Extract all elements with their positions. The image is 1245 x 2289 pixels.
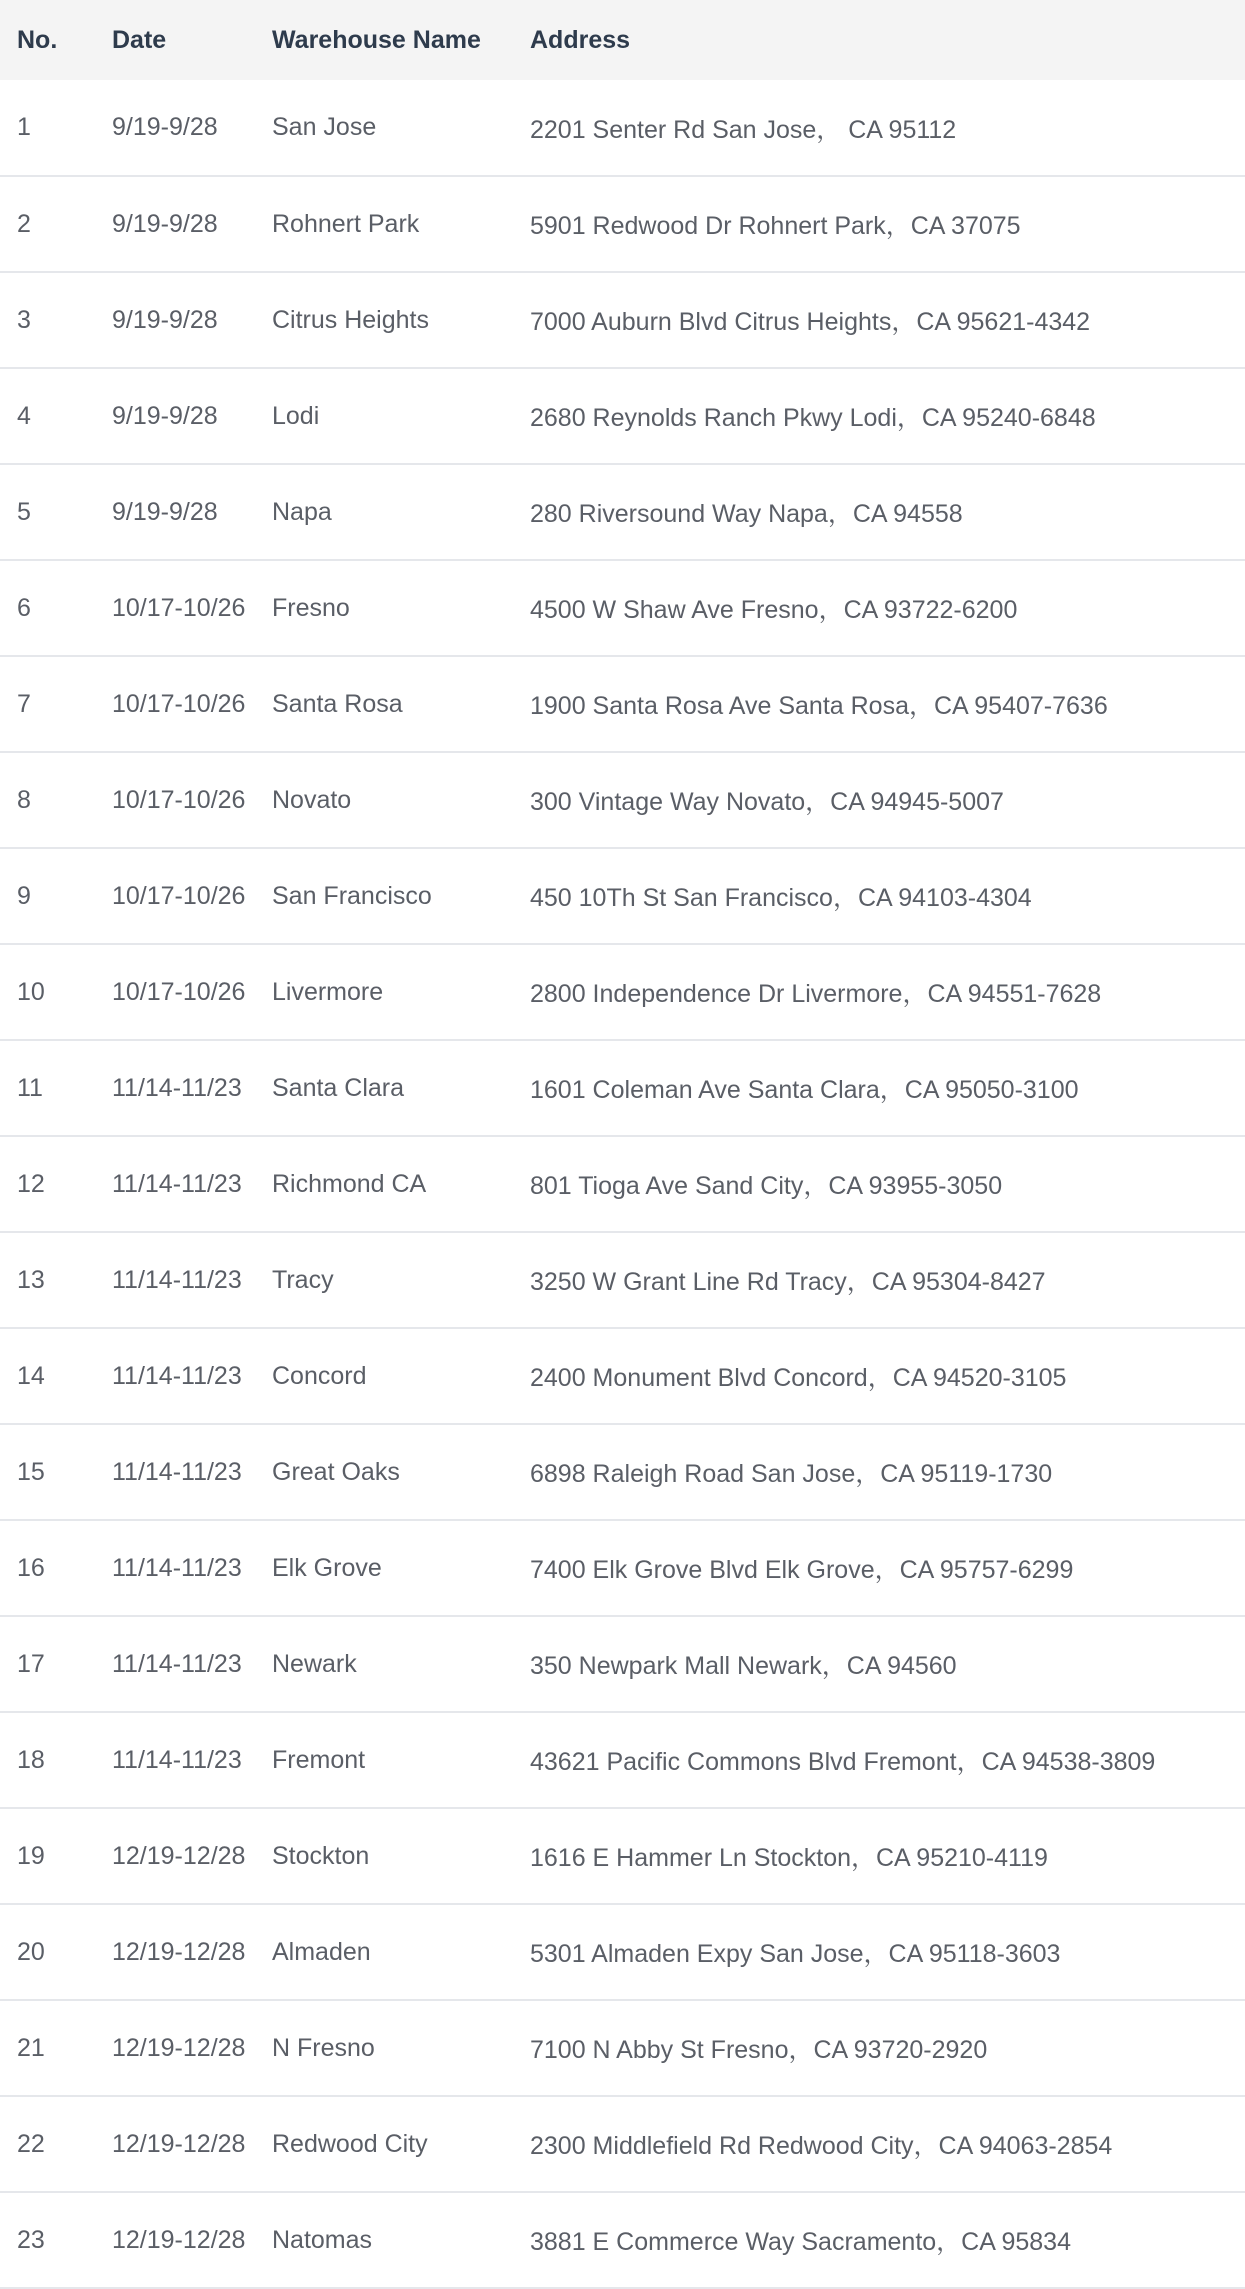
table-row <box>0 1232 1245 1328</box>
cell-warehouse-name: Lodi <box>272 401 320 430</box>
cell-address: 4500 W Shaw Ave Fresno，CA 93722-6200 <box>530 596 1018 624</box>
cell-address: 6898 Raleigh Road San Jose，CA 95119-1730 <box>530 1460 1053 1488</box>
table-row <box>0 2000 1245 2096</box>
cell-warehouse-name: Rohnert Park <box>272 209 420 238</box>
header-row <box>0 0 1245 80</box>
cell-no: 2 <box>17 209 31 238</box>
cell-date: 11/14-11/23 <box>112 1073 242 1102</box>
cell-no: 5 <box>17 497 31 526</box>
cell-address: 1616 E Hammer Ln Stockton，CA 95210-4119 <box>530 1844 1048 1872</box>
table-row <box>0 1040 1245 1136</box>
table-row <box>0 272 1245 368</box>
cell-warehouse-name: Fresno <box>272 593 350 622</box>
cell-date: 12/19-12/28 <box>112 2033 246 2062</box>
cell-date: 11/14-11/23 <box>112 1553 242 1582</box>
cell-warehouse-name: San Francisco <box>272 881 432 910</box>
cell-warehouse-name: Almaden <box>272 1937 371 1966</box>
cell-address: 7100 N Abby St Fresno，CA 93720-2920 <box>530 2036 988 2064</box>
cell-address: 5301 Almaden Expy San Jose，CA 95118-3603 <box>530 1940 1061 1968</box>
table-row <box>0 2192 1245 2288</box>
table-body <box>0 80 1245 2288</box>
table-row <box>0 1424 1245 1520</box>
cell-date: 9/19-9/28 <box>112 209 218 238</box>
table-row <box>0 752 1245 848</box>
cell-date: 10/17-10/26 <box>112 593 246 622</box>
table-row <box>0 464 1245 560</box>
cell-date: 12/19-12/28 <box>112 1937 246 1966</box>
cell-date: 12/19-12/28 <box>112 2225 246 2254</box>
cell-no: 9 <box>17 881 31 910</box>
cell-no: 1 <box>17 113 31 141</box>
cell-address: 43621 Pacific Commons Blvd Fremont，CA 94538-3809 <box>530 1748 1156 1776</box>
cell-warehouse-name: Napa <box>272 497 332 526</box>
cell-no: 8 <box>17 785 31 814</box>
cell-no: 6 <box>17 593 31 622</box>
table-row <box>0 944 1245 1040</box>
header-warehouse-name: Warehouse Name <box>272 25 481 54</box>
cell-address: 801 Tioga Ave Sand City，CA 93955-3050 <box>530 1172 1003 1200</box>
table-row <box>0 1712 1245 1808</box>
cell-date: 10/17-10/26 <box>112 785 246 814</box>
cell-address: 2680 Reynolds Ranch Pkwy Lodi，CA 95240-6848 <box>530 404 1096 432</box>
cell-address: 350 Newpark Mall Newark，CA 94560 <box>530 1652 957 1680</box>
table-row <box>0 560 1245 656</box>
cell-warehouse-name: Tracy <box>272 1265 334 1294</box>
cell-date: 11/14-11/23 <box>112 1361 242 1390</box>
cell-warehouse-name: Fremont <box>272 1745 366 1774</box>
cell-warehouse-name: N Fresno <box>272 2033 375 2062</box>
table-row <box>0 1328 1245 1424</box>
cell-address: 2400 Monument Blvd Concord，CA 94520-3105 <box>530 1364 1067 1392</box>
cell-warehouse-name: Stockton <box>272 1841 370 1870</box>
cell-warehouse-name: Great Oaks <box>272 1457 400 1486</box>
cell-warehouse-name: Santa Clara <box>272 1073 405 1102</box>
cell-no: 13 <box>17 1265 45 1294</box>
cell-no: 4 <box>17 401 31 430</box>
cell-address: 3881 E Commerce Way Sacramento，CA 95834 <box>530 2228 1071 2256</box>
cell-address: 1900 Santa Rosa Ave Santa Rosa，CA 95407-7636 <box>530 692 1108 720</box>
cell-address: 280 Riversound Way Napa，CA 94558 <box>530 500 963 528</box>
cell-address: 1601 Coleman Ave Santa Clara，CA 95050-3100 <box>530 1076 1079 1104</box>
cell-address: 7400 Elk Grove Blvd Elk Grove，CA 95757-6299 <box>530 1556 1074 1584</box>
cell-date: 12/19-12/28 <box>112 1841 246 1870</box>
cell-address: 5901 Redwood Dr Rohnert Park，CA 37075 <box>530 212 1021 240</box>
cell-address: 7000 Auburn Blvd Citrus Heights，CA 95621-4342 <box>530 308 1091 336</box>
table-row <box>0 80 1245 176</box>
cell-date: 9/19-9/28 <box>112 497 218 526</box>
cell-warehouse-name: Citrus Heights <box>272 305 429 334</box>
cell-no: 22 <box>17 2129 45 2158</box>
cell-no: 16 <box>17 1553 45 1582</box>
cell-no: 18 <box>17 1745 45 1774</box>
cell-address: 3250 W Grant Line Rd Tracy，CA 95304-8427 <box>530 1268 1046 1296</box>
cell-no: 12 <box>17 1169 45 1198</box>
header-date: Date <box>112 25 167 54</box>
table-row <box>0 1136 1245 1232</box>
cell-no: 19 <box>17 1841 45 1870</box>
cell-date: 12/19-12/28 <box>112 2129 246 2158</box>
table-row <box>0 848 1245 944</box>
cell-date: 9/19-9/28 <box>112 401 218 430</box>
cell-date: 10/17-10/26 <box>112 689 246 718</box>
cell-warehouse-name: Concord <box>272 1361 367 1390</box>
cell-warehouse-name: Natomas <box>272 2225 373 2254</box>
cell-no: 21 <box>17 2033 45 2062</box>
cell-address: 2800 Independence Dr Livermore，CA 94551-7628 <box>530 980 1102 1008</box>
header-address: Address <box>530 25 631 54</box>
cell-date: 11/14-11/23 <box>112 1265 242 1294</box>
cell-no: 7 <box>17 689 31 718</box>
table-row <box>0 656 1245 752</box>
cell-address: 300 Vintage Way Novato，CA 94945-5007 <box>530 788 1004 816</box>
cell-warehouse-name: Redwood City <box>272 2129 428 2158</box>
cell-warehouse-name: Santa Rosa <box>272 689 403 718</box>
cell-no: 14 <box>17 1361 45 1390</box>
cell-no: 10 <box>17 977 45 1006</box>
cell-address: 2300 Middlefield Rd Redwood City，CA 94063-2854 <box>530 2132 1113 2160</box>
cell-warehouse-name: Elk Grove <box>272 1553 382 1582</box>
cell-date: 10/17-10/26 <box>112 977 246 1006</box>
cell-no: 17 <box>17 1649 45 1678</box>
cell-address: 450 10Th St San Francisco，CA 94103-4304 <box>530 884 1032 912</box>
cell-warehouse-name: Richmond CA <box>272 1169 427 1198</box>
cell-date: 9/19-9/28 <box>112 305 218 334</box>
cell-warehouse-name: Novato <box>272 785 352 814</box>
cell-date: 9/19-9/28 <box>112 113 218 141</box>
table-row <box>0 1616 1245 1712</box>
cell-date: 10/17-10/26 <box>112 881 246 910</box>
cell-no: 23 <box>17 2225 45 2254</box>
cell-no: 15 <box>17 1457 45 1486</box>
cell-date: 11/14-11/23 <box>112 1649 242 1678</box>
table-header <box>0 0 1245 80</box>
table-row <box>0 1904 1245 2000</box>
cell-warehouse-name: Newark <box>272 1649 357 1678</box>
cell-no: 3 <box>17 305 31 334</box>
cell-address: 2201 Senter Rd San Jose， CA 95112 <box>530 115 957 144</box>
table-row <box>0 2096 1245 2192</box>
table-row <box>0 176 1245 272</box>
cell-warehouse-name: Livermore <box>272 977 384 1006</box>
table-row <box>0 1808 1245 1904</box>
cell-date: 11/14-11/23 <box>112 1745 242 1774</box>
table-row <box>0 368 1245 464</box>
cell-warehouse-name: San Jose <box>272 113 377 141</box>
cell-date: 11/14-11/23 <box>112 1169 242 1198</box>
header-no: No. <box>17 25 58 54</box>
table-row <box>0 1520 1245 1616</box>
cell-no: 11 <box>17 1073 43 1102</box>
cell-date: 11/14-11/23 <box>112 1457 242 1486</box>
cell-no: 20 <box>17 1937 45 1966</box>
